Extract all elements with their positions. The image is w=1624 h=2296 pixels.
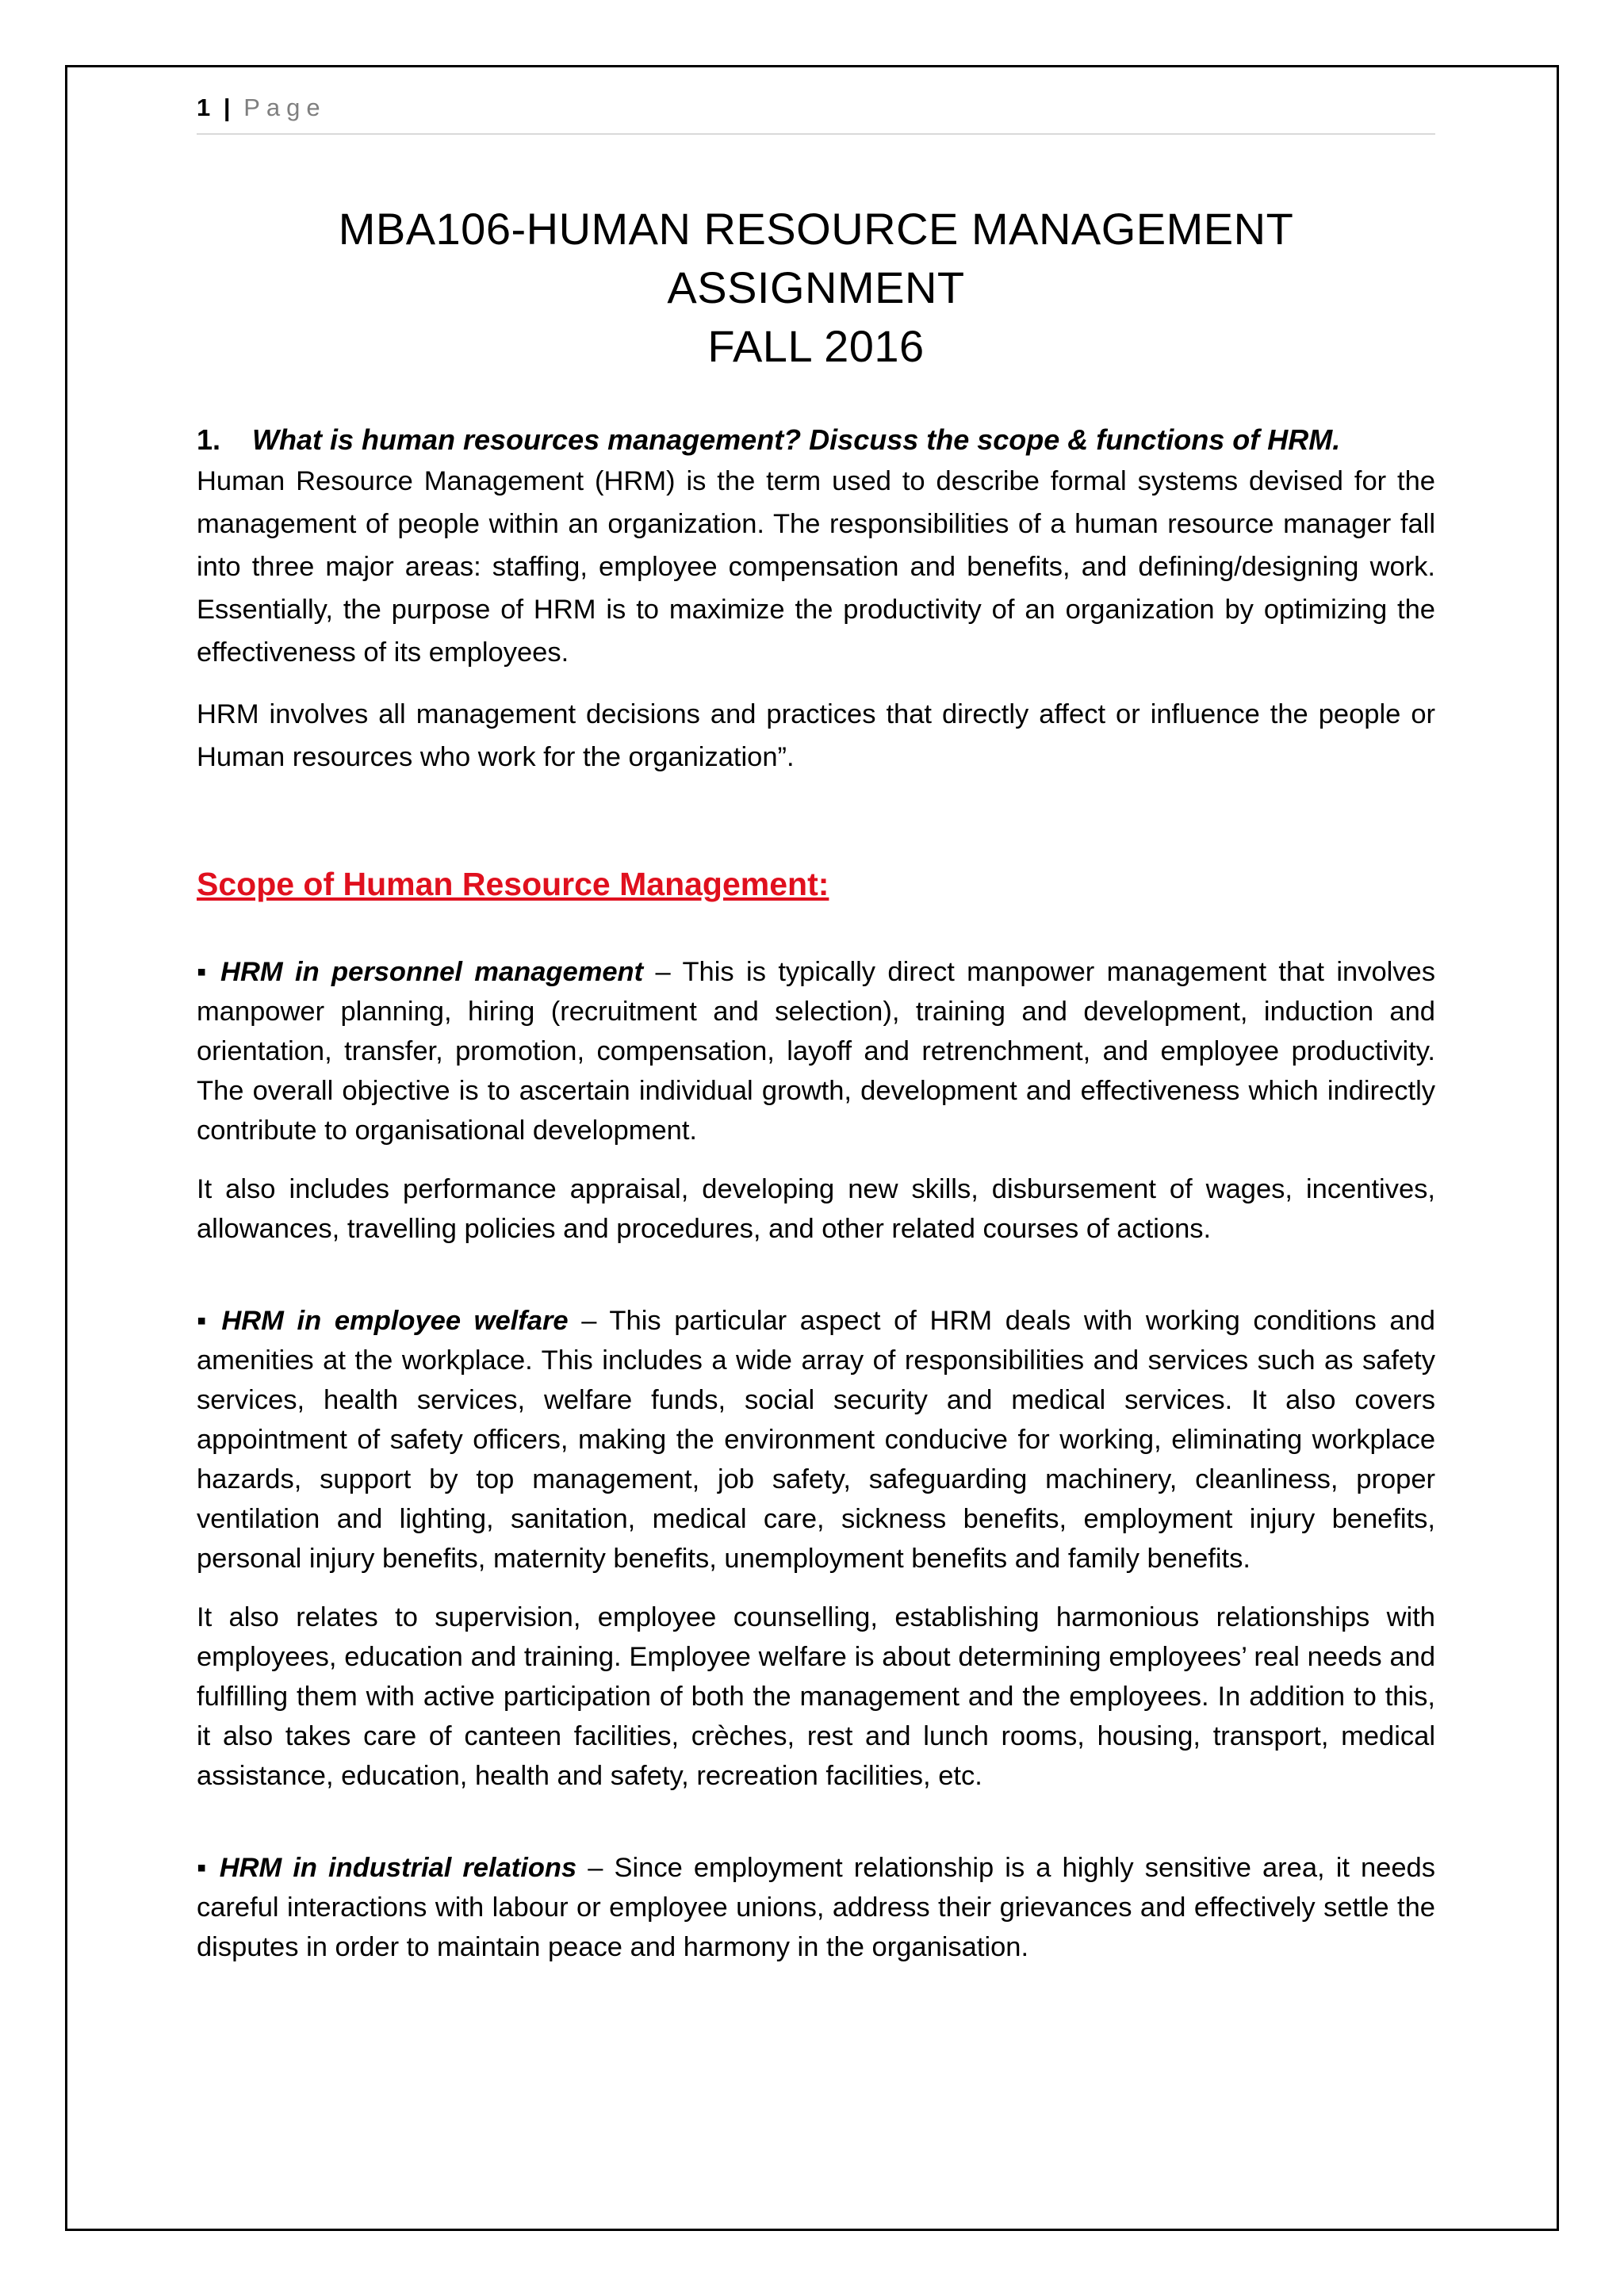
scope-text-industrial: – Since employment relationship is a highly sensitive area, it needs careful interactions with labour or employee unions, address their grievances and effectively settle the disputes in order to maintain peace and harmony in the organisation. (197, 1853, 1435, 1962)
question-text: What is human resources management? Discuss the scope & functions of HRM. (252, 423, 1341, 456)
scope-item-welfare (197, 1301, 1435, 1578)
intro-paragraph-2: HRM involves all management decisions and practices that directly affect or influence the people or Human resources who work for the organization”. (197, 699, 1435, 772)
page-separator: | (223, 94, 232, 121)
question-number: 1. (197, 423, 221, 456)
scope-heading: Scope of Human Resource Management: (197, 866, 829, 902)
scope-item-personnel (197, 952, 1435, 1150)
scope-item-industrial (197, 1848, 1435, 1967)
intro-paragraph-1: Human Resource Management (HRM) is the term used to describe formal systems devised for the management of people within an organization. The responsibilities of a human resource manager fall into three major areas: staffing, employee compensation and benefits, and defining/designing work. Essentially, the purpose of HRM is to maximize the productivity of an organization by optimizing the effectiveness of its employees. (197, 466, 1435, 668)
title-line-1: MBA106-HUMAN RESOURCE MANAGEMENT ASSIGNMENT (338, 204, 1294, 312)
bullet-icon: ▪ (197, 1853, 210, 1883)
scope-term-industrial: HRM in industrial relations (219, 1853, 577, 1883)
scope-extra-welfare: It also relates to supervision, employee counselling, establishing harmonious relationships with employees, education and training. Employee welfare is about determining employees’ real needs and fulfilling them with active participation of both the management and the employees. In addition to this, it also takes care of canteen facilities, crèches, rest and lunch rooms, housing, transport, medical assistance, education, health and safety, recreation facilities, etc. (197, 1602, 1435, 1791)
scope-term-welfare: HRM in employee welfare (221, 1306, 569, 1336)
title-line-2: FALL 2016 (707, 321, 925, 371)
document-title (197, 200, 1435, 376)
page-number: 1 (197, 94, 212, 121)
page-header (197, 94, 1435, 135)
bullet-icon: ▪ (197, 957, 212, 987)
bullet-icon: ▪ (197, 1306, 213, 1336)
document-content (197, 94, 1435, 1986)
scope-extra-personnel: It also includes performance appraisal, developing new skills, disbursement of wages, incentives, allowances, travelling policies and procedures, and other related courses of actions. (197, 1174, 1435, 1244)
page-word: Page (243, 94, 327, 121)
scope-term-personnel: HRM in personnel management (220, 957, 644, 987)
scope-text-welfare: – This particular aspect of HRM deals with working conditions and amenities at the workplace. This includes a wide array of responsibilities and services such as safety services, health services, welfare funds, social security and medical services. It also covers appointment of safety officers, making the environment conducive for working, eliminating workplace hazards, support by top management, job safety, safeguarding machinery, cleanliness, proper ventilation and lighting, sanitation, medical care, sickness benefits, employment injury benefits, personal injury benefits, maternity benefits, unemployment benefits and family benefits. (197, 1306, 1435, 1574)
question-1 (197, 422, 1346, 458)
scope-text-personnel: – This is typically direct manpower management that involves manpower planning, hiring (recruitment and selection), training and development, induction and orientation, transfer, promotion, compensation, layoff and retrenchment, and employee productivity. The overall objective is to ascertain individual growth, development and effectiveness which indirectly contribute to organisational development. (197, 957, 1435, 1146)
